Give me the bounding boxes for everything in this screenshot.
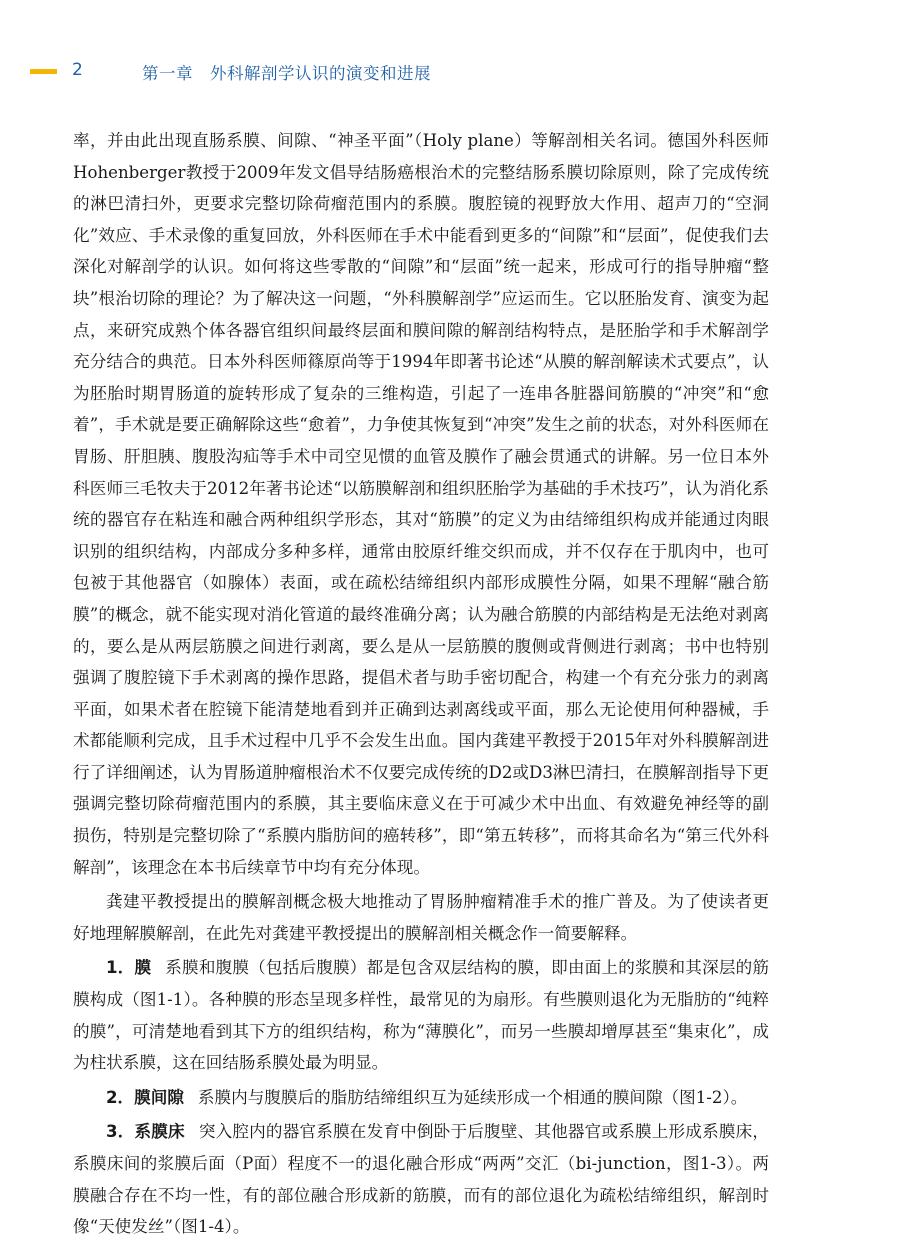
page-number: 2 (72, 60, 83, 80)
definition-term: 2．膜间隙 (106, 1087, 184, 1107)
definition-text: 系膜内与腹膜后的脂肪结缔组织互为延续形成一个相通的膜间隙（图1-2）。 (197, 1087, 748, 1107)
chapter-title: 第一章 外科解剖学认识的演变和进展 (142, 64, 431, 83)
definition-term: 1．膜 (106, 958, 152, 978)
header-accent-bar (30, 69, 57, 74)
body-text (73, 125, 769, 1243)
paragraph-1: 率，并由此出现直肠系膜、间隙、“神圣平面”（Holy plane）等解剖相关名词。德国外科医师Hohenberger教授于2009年发文倡导结肠癌根治术的完整结肠系膜切除原则，除了完成传统的淋巴清扫外，更要求完整切除荷瘤范围内的系膜。腹腔镜的视野放大作用、超声刀的“空洞化”效应、手术录像的重复回放，外科医师在手术中能看到更多的“间隙”和“层面”，促使我们去深化对解剖学的认识。如何将这些零散的“间隙”和“层面”统一起来，形成可行的指导肿瘤“整块”根治切除的理论？为了解决这一问题，“外科膜解剖学”应运而生。它以胚胎发育、演变为起点，来研究成熟个体各器官组织间最终层面和膜间隙的解剖结构特点，是胚胎学和手术解剖学充分结合的典范。日本外科医师篠原尚等于1994年即著书论述“从膜的解剖解读术式要点”，认为胚胎时期胃肠道的旋转形成了复杂的三维构造，引起了一连串各脏器间筋膜的“冲突”和“愈着”，手术就是要正确解除这些“愈着”，力争使其恢复到“冲突”发生之前的状态，对外科医师在胃肠、肝胆胰、腹股沟疝等手术中司空见惯的血管及膜作了融会贯通式的讲解。另一位日本外科医师三毛牧夫于2012年著书论述“以筋膜解剖和组织胚胎学为基础的手术技巧”，认为消化系统的器官存在粘连和融合两种组织学形态，其对“筋膜”的定义为由结缔组织构成并能通过肉眼识别的组织结构，内部成分多种多样，通常由胶原纤维交织而成，并不仅存在于肌肉中，也可包被于其他器官（如腺体）表面，或在疏松结缔组织内部形成膜性分隔，如果不理解“融合筋膜”的概念，就不能实现对消化管道的最终准确分离；认为融合筋膜的内部结构是无法绝对剥离的，要么是从两层筋膜之间进行剥离，要么是从一层筋膜的腹侧或背侧进行剥离；书中也特别强调了腹腔镜下手术剥离的操作思路，提倡术者与助手密切配合，构建一个有充分张力的剥离平面，如果术者在腔镜下能清楚地看到并正确到达剥离线或平面，那么无论使用何种器械，手术都能顺利完成，且手术过程中几乎不会发生出血。国内龚建平教授于2015年对外科膜解剖进行了详细阐述，认为胃肠道肿瘤根治术不仅要完成传统的D2或D3淋巴清扫，在膜解剖指导下更强调完整切除荷瘤范围内的系膜，其主要临床意义在于可减少术中出血、有效避免神经等的副损伤，特别是完整切除了“系膜内脂肪间的癌转移”，即“第五转移”，而将其命名为“第三代外科解剖”，该理念在本书后续章节中均有充分体现。 (73, 131, 769, 877)
definition-term: 3．系膜床 (106, 1122, 185, 1142)
definition-text: 突入腔内的器官系膜在发育中倒卧于后腹壁、其他器官或系膜上形成系膜床，系膜床间的浆膜后面（P面）程度不一的退化融合形成“两两”交汇（bi-junction，图1-3）。两膜融合存在不均一性，有的部位融合形成新的筋膜，而有的部位退化为疏松结缔组织，解剖时像“天使发丝”（图1-4）。 (73, 1122, 769, 1237)
definition-item-membrane-space (73, 1082, 769, 1114)
paragraph-2: 龚建平教授提出的膜解剖概念极大地推动了胃肠肿瘤精准手术的推广普及。为了使读者更好地理解膜解剖，在此先对龚建平教授提出的膜解剖相关概念作一简要解释。 (73, 892, 769, 943)
running-header (0, 58, 900, 86)
definition-item-mesentery-bed (73, 1116, 769, 1242)
definition-item-membrane (73, 952, 769, 1078)
definition-text: 系膜和腹膜（包括后腹膜）都是包含双层结构的膜，即由面上的浆膜和其深层的筋膜构成（图1-1）。各种膜的形态呈现多样性，最常见的为扇形。有些膜则退化为无脂肪的“纯粹的膜”，可清楚地看到其下方的组织结构，称为“薄膜化”，而另一些膜却增厚甚至“集束化”，成为柱状系膜，这在回结肠系膜处最为明显。 (73, 958, 770, 1073)
